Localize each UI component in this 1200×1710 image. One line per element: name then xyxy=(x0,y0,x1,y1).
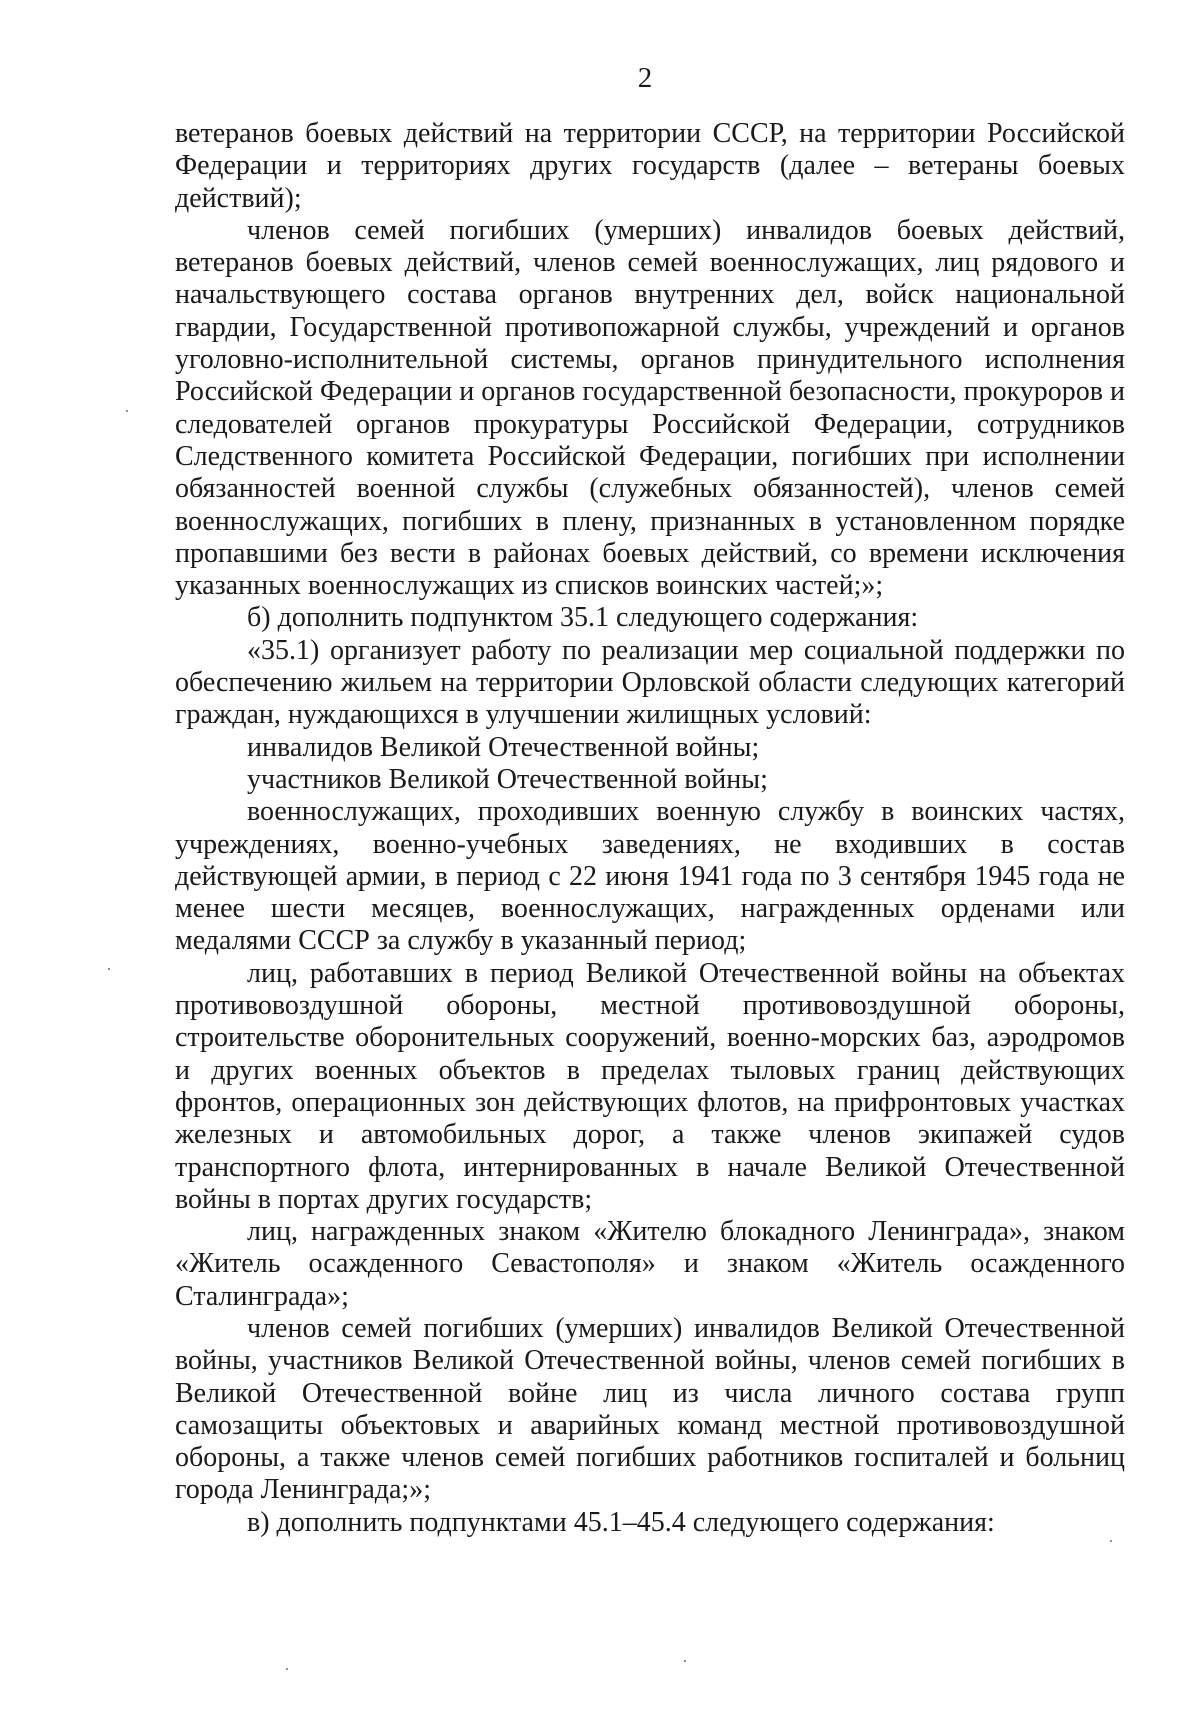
paragraph-home-front-workers: лиц, работавших в период Великой Отечественной войны на объектах противовоздушной обороны, местной противовоздушной обороны, строительстве оборонительных сооружений, военно-морских баз, аэродромов и других военных объектов в пределах тыловых границ действующих фронтов, операционных зон действующих флотов, на прифронтовых участках железных и автомобильных дорог, а также членов экипажей судов транспортного флота, интернированных в начале Великой Отечественной войны в портах других государств; xyxy=(175,957,1125,1215)
document-body xyxy=(175,118,1125,1539)
scan-speck xyxy=(108,968,110,970)
paragraph-family-members-war: членов семей погибших (умерших) инвалидов Великой Отечественной войны, участников Великой Отечественной войны, членов семей погибших в Великой Отечественной войне лиц из числа личного состава групп самозащиты объектовых и аварийных команд местной противовоздушной обороны, а также членов семей погибших работников госпиталей и больниц города Ленинграда;»; xyxy=(175,1312,1125,1506)
paragraph-war-participants: участников Великой Отечественной войны; xyxy=(247,763,768,795)
scan-speck xyxy=(126,410,128,412)
page-number: 2 xyxy=(637,62,653,94)
scan-speck xyxy=(684,1660,686,1662)
paragraph-war-invalids: инвалидов Великой Отечественной войны; xyxy=(247,731,760,763)
paragraph-veterans-continuation: ветеранов боевых действий на территории СССР, на территории Российской Федерации и территориях других государств (далее – ветераны боевых действий); xyxy=(175,118,1125,214)
paragraph-subitem-35-1: «35.1) организует работу по реализации мер социальной поддержки по обеспечению жильем на территории Орловской области следующих категорий граждан, нуждающихся в улучшении жилищных условий: xyxy=(175,634,1125,731)
paragraph-item-v: в) дополнить подпунктами 45.1–45.4 следующего содержания: xyxy=(247,1506,995,1538)
scan-speck xyxy=(1110,1540,1112,1542)
scan-speck xyxy=(286,1668,288,1670)
paragraph-family-members-combat: членов семей погибших (умерших) инвалидов боевых действий, ветеранов боевых действий, членов семей военнослужащих, лиц рядового и начальствующего состава органов внутренних дел, войск национальной гвардии, Государственной противопожарной службы, учреждений и органов уголовно-исполнительной системы, органов принудительного исполнения Российской Федерации и органов государственной безопасности, прокуроров и следователей органов прокуратуры Российской Федерации, сотрудников Следственного комитета Российской Федерации, погибших при исполнении обязанностей военной службы (служебных обязанностей), членов семей военнослужащих, погибших в плену, признанных в установленном порядке пропавшими без вести в районах боевых действий, со времени исключения указанных военнослужащих из списков воинских частей;»; xyxy=(175,214,1125,602)
paragraph-servicemen: военнослужащих, проходивших военную службу в воинских частях, учреждениях, военно-учебных заведениях, не входивших в состав действующей армии, в период с 22 июня 1941 года по 3 сентября 1945 года не менее шести месяцев, военнослужащих, награжденных орденами или медалями СССР за службу в указанный период; xyxy=(175,796,1125,957)
paragraph-item-b: б) дополнить подпунктом 35.1 следующего содержания: xyxy=(247,602,919,634)
paragraph-siege-residents: лиц, награжденных знаком «Жителю блокадного Ленинграда», знаком «Житель осажденного Севастополя» и знаком «Житель осажденного Сталинграда»; xyxy=(175,1216,1125,1312)
